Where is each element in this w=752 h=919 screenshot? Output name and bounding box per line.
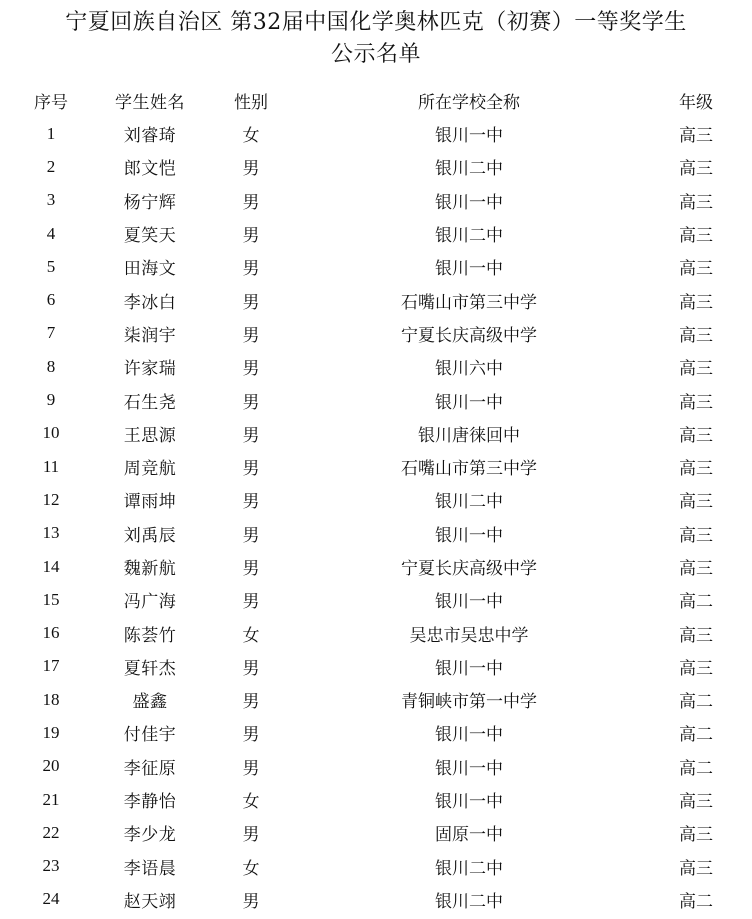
table-row <box>0 716 752 749</box>
cell-student-name: 陈荟竹 <box>123 625 177 646</box>
cell-grade: 高三 <box>679 559 713 579</box>
cell-grade: 高三 <box>679 425 713 446</box>
table-row <box>0 683 752 716</box>
cell-no: 9 <box>46 390 56 410</box>
cell-school: 银川一中 <box>435 725 503 746</box>
column-header-gender: 性别 <box>234 93 268 113</box>
cell-school: 银川一中 <box>435 259 503 280</box>
cell-student-name: 刘禹辰 <box>123 525 177 546</box>
cell-grade: 高三 <box>679 392 713 413</box>
award-list-table <box>0 84 752 916</box>
table-row <box>0 783 752 816</box>
cell-grade: 高二 <box>679 758 713 779</box>
table-row <box>0 417 752 450</box>
cell-school: 银川二中 <box>435 226 503 247</box>
table-row <box>0 550 752 583</box>
column-header-grade: 年级 <box>679 93 713 113</box>
cell-school: 吴忠市吴忠中学 <box>409 625 529 646</box>
cell-gender: 男 <box>242 359 260 380</box>
cell-gender: 女 <box>242 625 260 646</box>
cell-student-name: 李语晨 <box>123 858 177 879</box>
page-title: 宁夏回族自治区 第32届中国化学奥林匹克（初赛）一等奖学生 <box>65 10 687 35</box>
table-body <box>0 117 752 916</box>
cell-student-name: 田海文 <box>123 259 177 280</box>
cell-grade: 高二 <box>679 725 713 746</box>
cell-grade: 高三 <box>679 192 713 213</box>
cell-student-name: 杨宁辉 <box>123 192 177 213</box>
table-row <box>0 217 752 250</box>
cell-no: 1 <box>46 123 56 143</box>
column-header-no: 序号 <box>34 93 68 112</box>
cell-student-name: 李少龙 <box>123 825 177 846</box>
cell-grade: 高三 <box>679 359 713 380</box>
cell-student-name: 冯广海 <box>123 592 177 613</box>
cell-school: 银川一中 <box>435 392 503 413</box>
cell-school: 银川一中 <box>435 126 503 147</box>
table-row <box>0 184 752 217</box>
cell-gender: 男 <box>242 592 260 613</box>
cell-grade: 高三 <box>679 259 713 280</box>
table-row <box>0 450 752 483</box>
cell-no: 3 <box>46 190 56 210</box>
table-row <box>0 117 752 150</box>
cell-student-name: 李静怡 <box>123 792 177 813</box>
cell-student-name: 魏新航 <box>123 559 177 579</box>
cell-no: 7 <box>46 323 56 343</box>
column-header-name: 学生姓名 <box>115 93 185 113</box>
cell-grade: 高二 <box>679 891 713 912</box>
column-header-school: 所在学校全称 <box>418 93 520 113</box>
table-row <box>0 883 752 916</box>
cell-no: 19 <box>42 722 60 742</box>
cell-gender: 男 <box>242 425 260 446</box>
cell-student-name: 柒润宇 <box>123 325 177 346</box>
cell-school: 银川二中 <box>435 159 503 180</box>
cell-gender: 男 <box>242 692 260 713</box>
cell-grade: 高三 <box>679 658 713 679</box>
cell-no: 20 <box>42 756 60 776</box>
cell-gender: 女 <box>242 126 260 147</box>
cell-no: 17 <box>42 656 60 676</box>
cell-gender: 男 <box>242 492 260 513</box>
cell-grade: 高三 <box>679 792 713 813</box>
cell-no: 11 <box>42 456 60 476</box>
cell-student-name: 李冰白 <box>123 292 177 313</box>
cell-grade: 高三 <box>679 858 713 879</box>
cell-no: 18 <box>42 689 60 709</box>
cell-school: 银川一中 <box>435 192 503 213</box>
cell-no: 15 <box>42 589 60 609</box>
cell-student-name: 刘睿琦 <box>123 126 177 147</box>
cell-gender: 男 <box>242 226 260 247</box>
cell-grade: 高三 <box>679 459 713 480</box>
cell-student-name: 李征原 <box>123 758 177 779</box>
cell-grade: 高三 <box>679 525 713 546</box>
cell-no: 22 <box>42 822 60 842</box>
cell-school: 银川六中 <box>435 359 503 380</box>
cell-student-name: 石生尧 <box>123 392 177 413</box>
cell-student-name: 郎文恺 <box>123 159 177 180</box>
cell-gender: 男 <box>242 758 260 779</box>
table-row <box>0 283 752 316</box>
cell-grade: 高二 <box>679 692 713 713</box>
table-row <box>0 583 752 616</box>
cell-student-name: 王思源 <box>123 425 177 446</box>
cell-student-name: 谭雨坤 <box>123 492 177 513</box>
cell-gender: 男 <box>242 292 260 313</box>
cell-student-name: 夏笑天 <box>123 226 177 247</box>
table-row <box>0 150 752 183</box>
table-row <box>0 383 752 416</box>
cell-grade: 高三 <box>679 492 713 513</box>
table-row <box>0 250 752 283</box>
cell-school: 银川一中 <box>435 525 503 546</box>
cell-school: 银川一中 <box>435 758 503 779</box>
cell-school: 银川二中 <box>435 891 503 912</box>
cell-gender: 男 <box>242 325 260 346</box>
cell-no: 5 <box>46 256 56 276</box>
cell-student-name: 许家瑞 <box>123 359 177 380</box>
cell-gender: 男 <box>242 891 260 912</box>
cell-student-name: 付佳宇 <box>123 725 177 746</box>
cell-school: 固原一中 <box>435 825 503 846</box>
table-row <box>0 650 752 683</box>
cell-gender: 男 <box>242 525 260 546</box>
cell-grade: 高三 <box>679 126 713 147</box>
cell-school: 宁夏长庆高级中学 <box>401 325 537 346</box>
cell-student-name: 盛鑫 <box>132 692 168 713</box>
table-row <box>0 616 752 649</box>
cell-school: 宁夏长庆高级中学 <box>401 559 537 579</box>
cell-school: 银川一中 <box>435 592 503 613</box>
table-row <box>0 517 752 550</box>
cell-no: 10 <box>42 423 60 443</box>
cell-school: 石嘴山市第三中学 <box>401 459 537 480</box>
cell-gender: 男 <box>242 392 260 413</box>
cell-no: 2 <box>46 156 56 176</box>
cell-school: 石嘴山市第三中学 <box>401 292 537 313</box>
cell-no: 8 <box>46 356 56 376</box>
cell-grade: 高三 <box>679 625 713 646</box>
table-row <box>0 317 752 350</box>
cell-gender: 男 <box>242 825 260 846</box>
cell-gender: 男 <box>242 259 260 280</box>
cell-no: 21 <box>42 789 60 809</box>
cell-no: 24 <box>42 889 60 909</box>
cell-grade: 高三 <box>679 825 713 846</box>
cell-school: 银川一中 <box>435 658 503 679</box>
cell-no: 12 <box>42 489 60 509</box>
cell-gender: 女 <box>242 792 260 813</box>
table-row <box>0 483 752 516</box>
cell-gender: 男 <box>242 725 260 746</box>
table-row <box>0 850 752 883</box>
cell-student-name: 周竞航 <box>123 459 177 480</box>
cell-gender: 男 <box>242 159 260 180</box>
cell-school: 青铜峡市第一中学 <box>401 692 537 713</box>
table-row <box>0 750 752 783</box>
cell-gender: 女 <box>242 858 260 879</box>
cell-gender: 男 <box>242 658 260 679</box>
cell-no: 16 <box>42 623 60 643</box>
page-subtitle: 公示名单 <box>330 42 421 67</box>
cell-school: 银川二中 <box>435 492 503 513</box>
cell-grade: 高三 <box>679 292 713 313</box>
cell-school: 银川唐徕回中 <box>418 425 520 446</box>
cell-gender: 男 <box>242 192 260 213</box>
cell-student-name: 赵天翊 <box>123 891 177 912</box>
cell-school: 银川一中 <box>435 792 503 813</box>
cell-grade: 高三 <box>679 159 713 180</box>
cell-no: 6 <box>46 290 56 310</box>
table-header-row <box>0 84 752 117</box>
cell-grade: 高二 <box>679 592 713 613</box>
table-row <box>0 816 752 849</box>
cell-grade: 高三 <box>679 325 713 346</box>
cell-grade: 高三 <box>679 226 713 247</box>
cell-no: 14 <box>42 556 60 576</box>
cell-no: 13 <box>42 523 60 543</box>
table-row <box>0 350 752 383</box>
cell-no: 23 <box>42 856 60 876</box>
cell-no: 4 <box>46 223 56 243</box>
cell-gender: 男 <box>242 559 260 579</box>
cell-gender: 男 <box>242 459 260 480</box>
cell-school: 银川二中 <box>435 858 503 879</box>
cell-student-name: 夏轩杰 <box>123 658 177 679</box>
